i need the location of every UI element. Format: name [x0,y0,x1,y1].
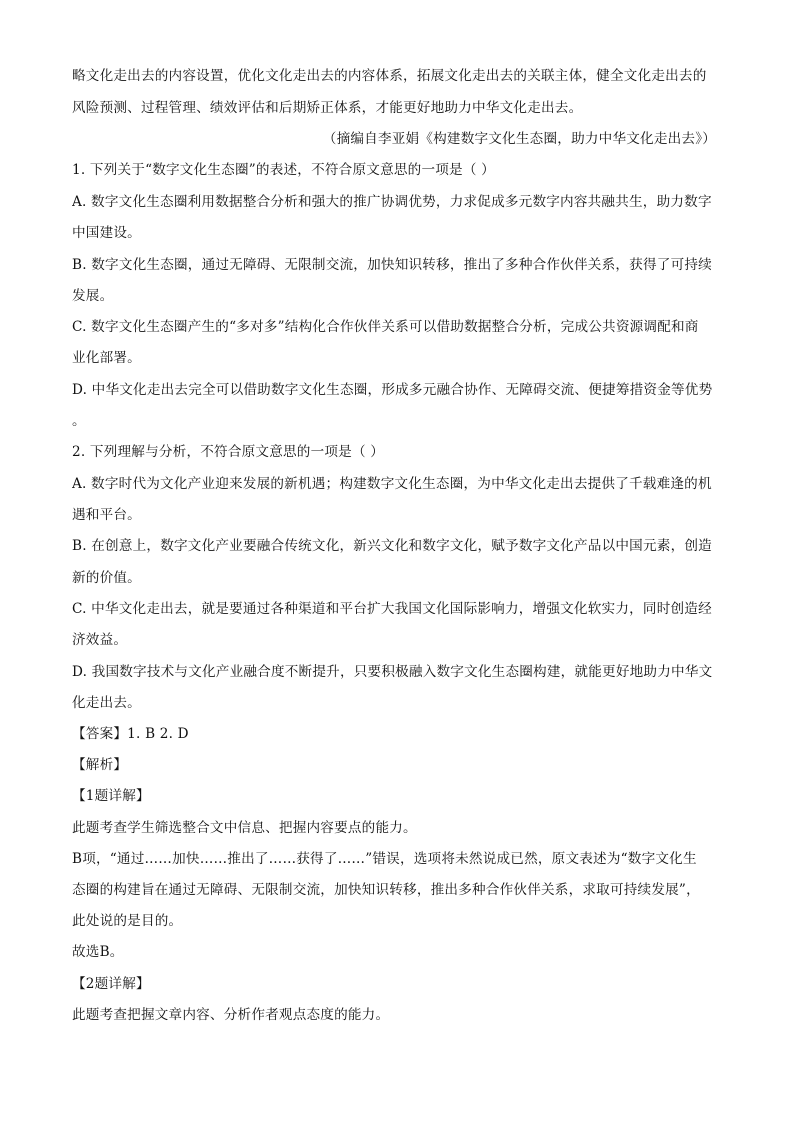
option-2b: B. 在创意上，数字文化产业要融合传统文化，新兴文化和数字文化，赋予数字文化产品以中国元素，创造 [72,538,712,554]
option-1b-cont: 发展。 [72,288,114,304]
q1-detail-text: 此处说的是目的。 [72,913,183,929]
question-2-stem: 2. 下列理解与分析，不符合原文意思的一项是（ ） [72,444,385,460]
q2-detail-heading: 【2题详解】 [72,976,150,992]
option-1a-cont: 中国建设。 [72,225,141,241]
q1-detail-text: 此题考查学生筛选整合文中信息、把握内容要点的能力。 [72,820,417,836]
option-2b-cont: 新的价值。 [72,570,141,586]
q2-detail-text: 此题考查把握文章内容、分析作者观点态度的能力。 [72,1007,390,1023]
question-1-stem: 1. 下列关于“数字文化生态圈”的表述，不符合原文意思的一项是（ ） [72,162,495,178]
option-1c: C. 数字文化生态圈产生的“多对多”结构化合作伙伴关系可以借助数据整合分析，完成公共资源调配和商 [72,319,699,335]
option-2a: A. 数字时代为文化产业迎来发展的新机遇；构建数字文化生态圈，为中华文化走出去提供了千载难逢的机 [72,476,712,492]
option-1d-cont: 。 [72,413,86,429]
option-1d: D. 中华文化走出去完全可以借助数字文化生态圈，形成多元融合协作、无障碍交流、便捷筹措资金等优势 [72,382,713,398]
q1-detail-text: 态圈的构建旨在通过无障碍、无限制交流，加快知识转移，推出多种合作伙伴关系，求取可持续发展”， [72,882,700,898]
option-1a: A. 数字文化生态圈利用数据整合分析和强大的推广协调优势，力求促成多元数字内容共融共生，助力数字 [72,194,712,210]
option-2d: D. 我国数字技术与文化产业融合度不断提升，只要积极融入数字文化生态圈构建，就能更好地助力中华文 [72,664,713,680]
text-line: 风险预测、过程管理、绩效评估和后期矫正体系，才能更好地助力中华文化走出去。 [72,100,583,116]
option-2d-cont: 化走出去。 [72,695,141,711]
option-2c-cont: 济效益。 [72,632,128,648]
q1-detail-heading: 【1题详解】 [72,788,150,804]
option-1b: B. 数字文化生态圈，通过无障碍、无限制交流，加快知识转移，推出了多种合作伙伴关系，获得了可持续 [72,257,712,273]
q1-conclusion: 故选B。 [72,944,124,960]
analysis-heading: 【解析】 [72,757,128,773]
answer-line: 【答案】1. B 2. D [72,726,189,742]
q1-detail-text: B项，“通过……加快……推出了……获得了……”错误，选项将未然说成已然，原文表述为“数字文化生 [72,851,697,867]
option-2c: C. 中华文化走出去，就是要通过各种渠道和平台扩大我国文化国际影响力，增强文化软实力，同时创造经 [72,601,712,617]
option-2a-cont: 遇和平台。 [72,507,141,523]
option-1c-cont: 业化部署。 [72,350,141,366]
text-line: 略文化走出去的内容设置，优化文化走出去的内容体系，拓展文化走出去的关联主体，健全文化走出去的 [72,68,707,84]
citation-line: （摘编自李亚娟《构建数字文化生态圈，助力中华文化走出去》） [322,131,716,147]
